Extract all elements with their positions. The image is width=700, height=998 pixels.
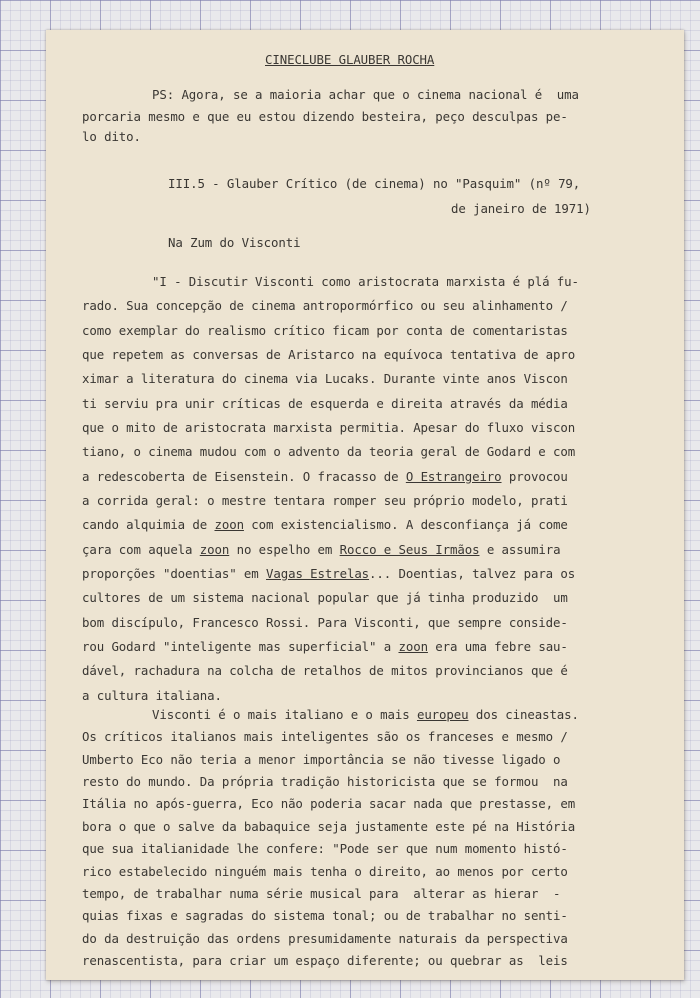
para2-line-3: Umberto Eco não teria a menor importância se não tivesse ligado o [82,752,561,767]
ps-line-3: lo dito. [82,129,141,144]
para1-line-13: proporções "doentias" em Vagas Estrelas... Doentias, talvez para os [82,566,576,581]
para1-line-18: a cultura italiana. [82,688,222,703]
para1-line-10: a corrida geral: o mestre tentara romper seu próprio modelo, prati [82,493,568,508]
para1-line-15: bom discípulo, Francesco Rossi. Para Visconti, que sempre conside- [82,615,568,630]
para1-line-1: "I - Discutir Visconti como aristocrata marxista é plá fu- [152,274,579,289]
para2-line-9: tempo, de trabalhar numa série musical para alterar as hierar - [82,886,561,901]
para2-line-11: do da destruição das ordens presumidamente naturais da perspectiva [82,931,568,946]
para2-line-10: quias fixas e sagradas do sistema tonal; ou de trabalhar no senti- [82,908,568,923]
para1-line-5: ximar a literatura do cinema via Lucaks. Durante vinte anos Viscon [82,371,568,386]
para2-line-8: rico estabelecido ninguém mais tenha o direito, ao menos por certo [82,864,568,879]
para1-line-16: rou Godard "inteligente mas superficial" a zoon era uma febre sau- [82,639,568,654]
para1-line-7: que o mito de aristocrata marxista permitia. Apesar do fluxo viscon [82,420,576,435]
para2-line-6: bora o que o salve da babaquice seja justamente este pé na História [82,819,576,834]
para1-line-3: como exemplar do realismo crítico ficam por conta de comentaristas [82,323,568,338]
para1-line-6: ti serviu pra unir críticas de esquerda e direita através da média [82,396,568,411]
section-heading-line-2: de janeiro de 1971) [451,201,591,216]
typewritten-page [46,30,684,980]
para2-line-2: Os críticos italianos mais inteligentes são os franceses e mesmo / [82,729,568,744]
para2-line-1: Visconti é o mais italiano e o mais europeu dos cineastas. [152,707,579,722]
para1-line-8: tiano, o cinema mudou com o advento da teoria geral de Godard e com [82,444,576,459]
para1-line-14: cultores de um sistema nacional popular que já tinha produzido um [82,590,568,605]
para1-line-17: dável, rachadura na colcha de retalhos de mitos provincianos que é [82,663,568,678]
para2-line-4: resto do mundo. Da própria tradição historicista que se formou na [82,774,568,789]
para2-line-5: Itália no após-guerra, Eco não poderia sacar nada que prestasse, em [82,796,576,811]
para1-line-2: rado. Sua concepção de cinema antropormórfico ou seu alinhamento / [82,298,568,313]
para2-line-7: que sua italianidade lhe confere: "Pode ser que num momento histó- [82,841,568,856]
para1-line-9: a redescoberta de Eisenstein. O fracasso de O Estrangeiro provocou [82,469,568,484]
para1-line-4: que repetem as conversas de Aristarco na equívoca tentativa de apro [82,347,576,362]
para2-line-12: renascentista, para criar um espaço diferente; ou quebrar as leis [82,953,568,968]
para1-line-11: cando alquimia de zoon com existencialismo. A desconfiança já come [82,517,568,532]
ps-line-1: PS: Agora, se a maioria achar que o cinema nacional é uma [152,87,579,102]
ps-line-2: porcaria mesmo e que eu estou dizendo besteira, peço desculpas pe- [82,109,568,124]
para1-line-12: çara com aquela zoon no espelho em Rocco e Seus Irmãos e assumira [82,542,561,557]
article-subtitle: Na Zum do Visconti [168,235,301,250]
page-header: CINECLUBE GLAUBER ROCHA [265,52,435,67]
section-heading-line-1: III.5 - Glauber Crítico (de cinema) no "Pasquim" (nº 79, [168,176,581,191]
